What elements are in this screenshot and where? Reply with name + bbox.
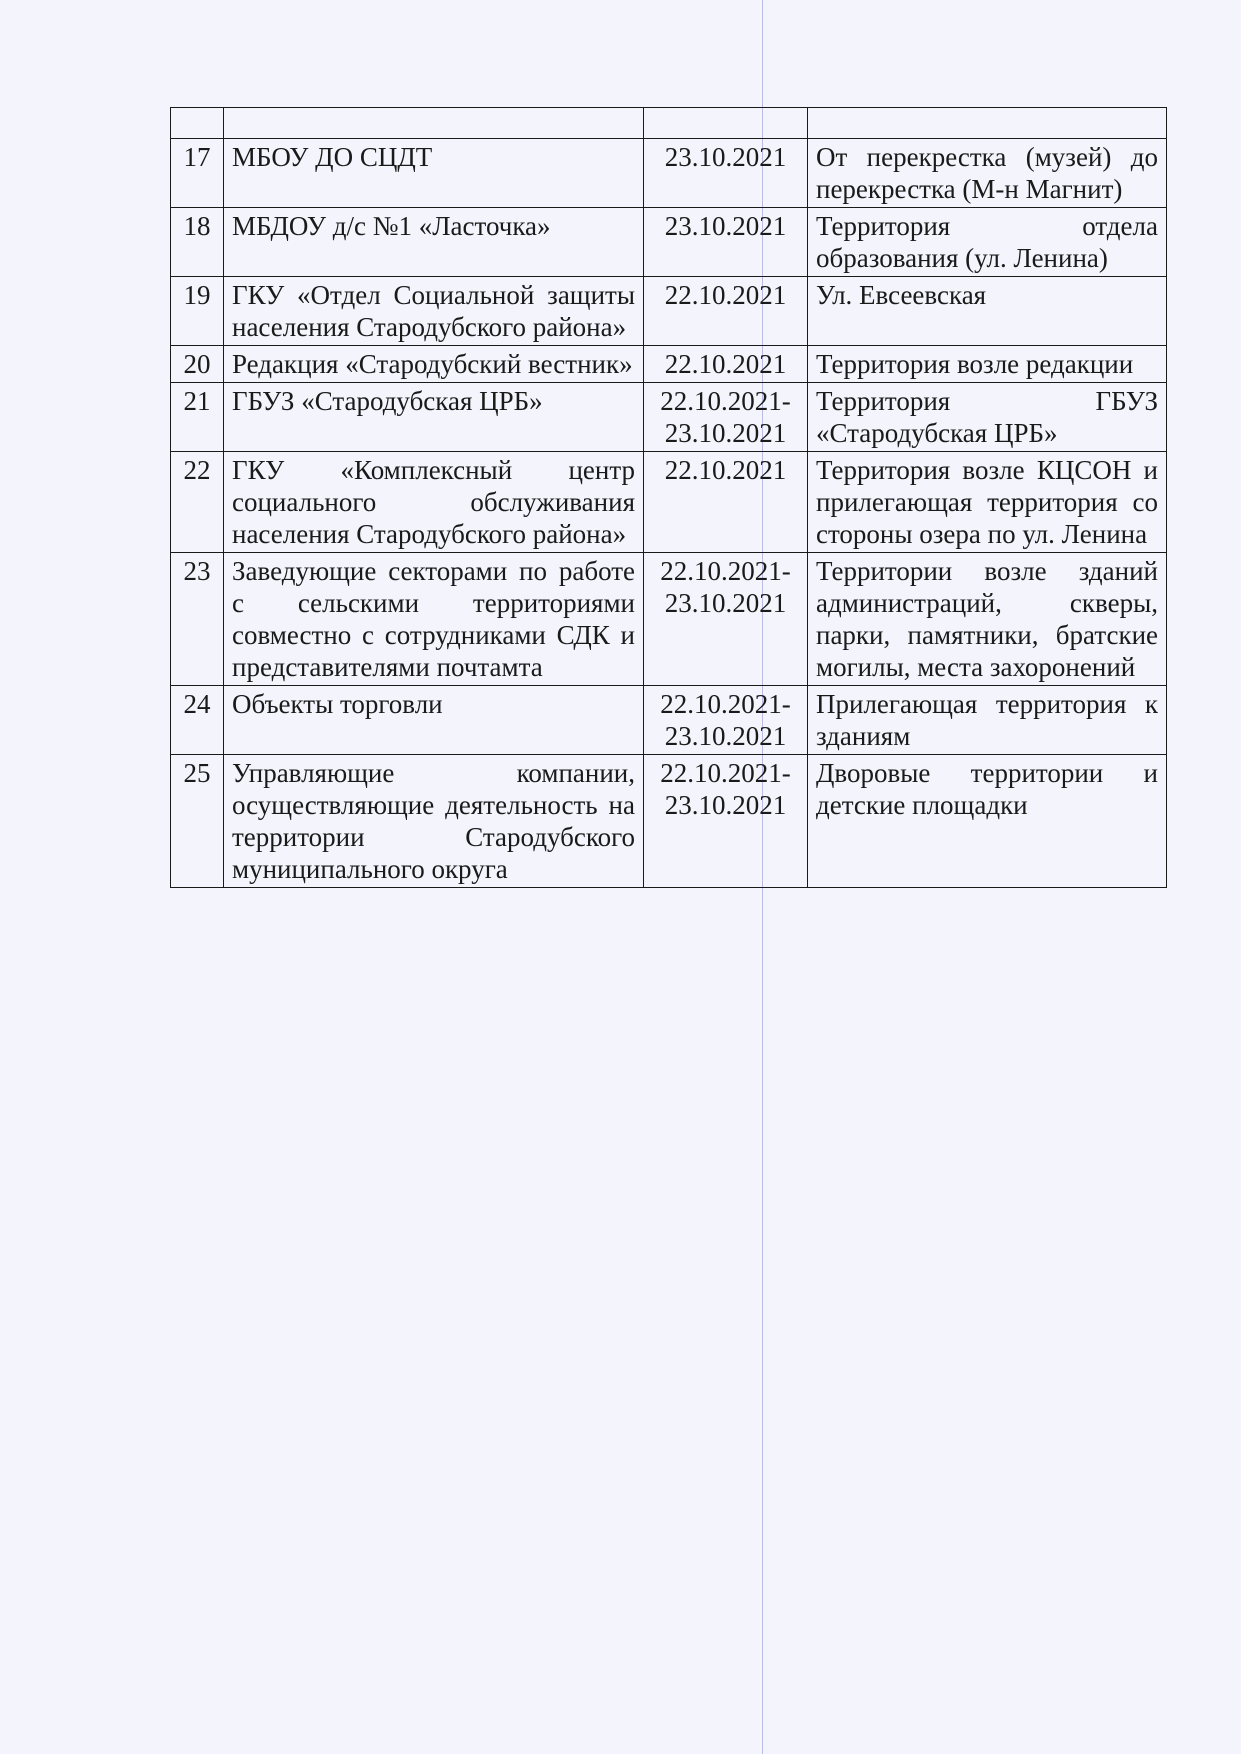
row-number: 23 [171,553,224,686]
row-number: 21 [171,383,224,452]
row-number: 25 [171,755,224,888]
table-row [171,346,1167,383]
organization-cell: Объекты торговли [224,686,644,755]
header-cell [808,108,1167,139]
table-row [171,139,1167,208]
territory-cell: Территория возле КЦСОН и прилегающая территория со стороны озера по ул. Ленина [808,452,1167,553]
date-cell: 23.10.2021 [644,139,808,208]
table-row [171,452,1167,553]
date-cell: 23.10.2021 [644,208,808,277]
organization-cell: ГКУ «Комплексный центр социального обслуживания населения Стародубского района» [224,452,644,553]
date-cell: 22.10.2021-23.10.2021 [644,553,808,686]
territory-cell: Территория возле редакции [808,346,1167,383]
header-cell [224,108,644,139]
organization-cell: Редакция «Стародубский вестник» [224,346,644,383]
date-cell: 22.10.2021 [644,277,808,346]
row-number: 19 [171,277,224,346]
row-number: 17 [171,139,224,208]
table-row [171,755,1167,888]
date-cell: 22.10.2021-23.10.2021 [644,686,808,755]
organization-cell: ГКУ «Отдел Социальной защиты населения Стародубского района» [224,277,644,346]
row-number: 24 [171,686,224,755]
row-number: 22 [171,452,224,553]
table-row [171,686,1167,755]
territory-cell: Территория ГБУЗ «Стародубская ЦРБ» [808,383,1167,452]
table-header-row [171,108,1167,139]
schedule-table [170,107,1167,888]
territory-cell: От перекрестка (музей) до перекрестка (М-н Магнит) [808,139,1167,208]
table-row [171,553,1167,686]
table-row [171,277,1167,346]
row-number: 18 [171,208,224,277]
territory-cell: Ул. Евсеевская [808,277,1167,346]
territory-cell: Прилегающая территория к зданиям [808,686,1167,755]
date-cell: 22.10.2021 [644,346,808,383]
header-cell [644,108,808,139]
organization-cell: МБОУ ДО СЦДТ [224,139,644,208]
date-cell: 22.10.2021 [644,452,808,553]
territory-cell: Территория отдела образования (ул. Ленина) [808,208,1167,277]
organization-cell: Управляющие компании, осуществляющие деятельность на территории Стародубского муниципального округа [224,755,644,888]
territory-cell: Дворовые территории и детские площадки [808,755,1167,888]
organization-cell: Заведующие секторами по работе с сельскими территориями совместно с сотрудниками СДК и представителями почтамта [224,553,644,686]
date-cell: 22.10.2021-23.10.2021 [644,755,808,888]
table-row [171,208,1167,277]
table-row [171,383,1167,452]
territory-cell: Территории возле зданий администраций, скверы, парки, памятники, братские могилы, места захоронений [808,553,1167,686]
date-cell: 22.10.2021-23.10.2021 [644,383,808,452]
header-cell [171,108,224,139]
row-number: 20 [171,346,224,383]
organization-cell: ГБУЗ «Стародубская ЦРБ» [224,383,644,452]
organization-cell: МБДОУ д/с №1 «Ласточка» [224,208,644,277]
